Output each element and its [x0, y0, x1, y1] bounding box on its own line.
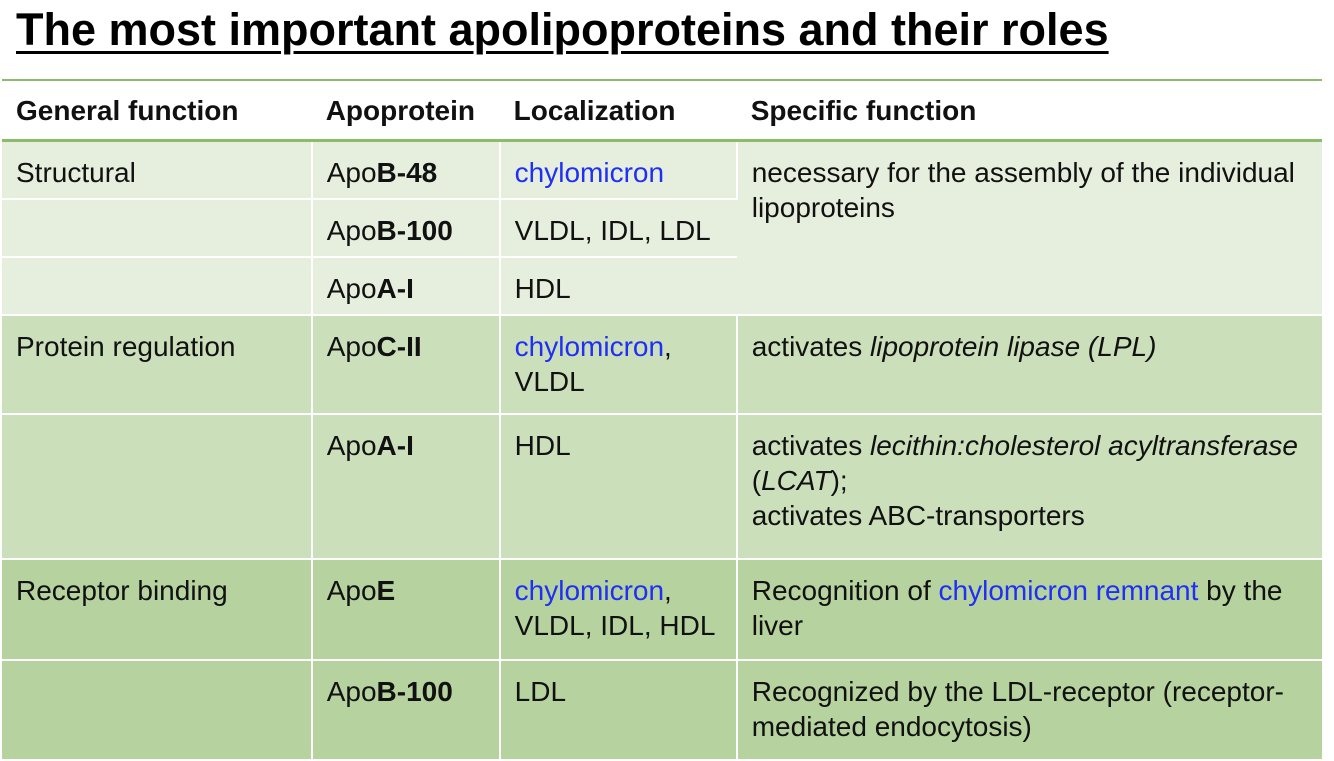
general-function-cell: [2, 559, 312, 660]
specific-function-cell: [737, 660, 1322, 759]
apoprotein-cell: [312, 141, 500, 199]
localization-cell: [500, 414, 737, 559]
localization-cell: [500, 257, 737, 315]
general-function-cell: [2, 257, 312, 315]
localization-text: VLDL, IDL, LDL: [514, 214, 711, 246]
specific-function-text: Recognized by the LDL-receptor (receptor-mediated endocytosis): [751, 675, 1284, 742]
header-apoprotein: Apoprotein: [312, 80, 500, 141]
localization-separator: ,: [664, 330, 672, 362]
general-function-cell: [2, 414, 312, 559]
localization-text: VLDL, IDL, HDL: [514, 609, 716, 641]
localization-text: HDL: [514, 272, 571, 304]
general-function-cell: [2, 315, 312, 414]
table-row: [2, 559, 1322, 660]
header-localization: Localization: [500, 80, 737, 141]
apoprotein-name: A-I: [376, 429, 414, 461]
specific-function-text: by the liver: [751, 574, 1283, 641]
apoprotein-name: B-48: [376, 157, 438, 188]
enzyme-name: lipoprotein lipase (LPL): [870, 330, 1157, 362]
localization-cell: [500, 315, 737, 414]
specific-function-text: Recognition of: [751, 574, 939, 606]
specific-function-text: activates: [751, 330, 871, 362]
table-row: [2, 660, 1322, 759]
localization-text: LDL: [514, 675, 567, 707]
localization-highlight: chylomicron: [514, 330, 665, 362]
page-title: The most important apolipoproteins and their roles: [16, 4, 1109, 55]
apoprotein-cell: [312, 257, 500, 315]
header-general-function: General function: [2, 80, 312, 141]
general-function-label: Receptor binding: [16, 574, 228, 606]
specific-function-cell: [737, 559, 1322, 660]
apoprotein-name: B-100: [376, 675, 453, 707]
localization-text: HDL: [514, 429, 571, 461]
localization-highlight: chylomicron: [514, 574, 665, 606]
general-function-label: Protein regulation: [16, 330, 236, 362]
apo-prefix: Apo: [326, 214, 377, 246]
localization-separator: ,: [664, 574, 672, 606]
specific-function-cell: [737, 315, 1322, 414]
localization-cell: [500, 141, 737, 199]
apoprotein-name: C-II: [376, 330, 422, 362]
table-row: [2, 414, 1322, 559]
apo-prefix: Apo: [326, 675, 377, 707]
general-function-cell: [2, 141, 312, 199]
localization-cell: [500, 199, 737, 257]
specific-function-text: activates: [751, 429, 871, 461]
enzyme-abbreviation: LCAT: [761, 464, 831, 496]
localization-cell: [500, 660, 737, 759]
apo-prefix: Apo: [326, 429, 377, 461]
table-row: [2, 315, 1322, 414]
apolipoprotein-table: [2, 79, 1322, 759]
apo-prefix: Apo: [326, 272, 377, 304]
specific-function-text: activates ABC-transporters: [751, 499, 1085, 531]
table-row: [2, 141, 1322, 199]
apoprotein-cell: [312, 315, 500, 414]
specific-function-cell: [737, 414, 1322, 559]
general-function-cell: [2, 199, 312, 257]
localization-text: VLDL: [514, 365, 585, 397]
apoprotein-cell: [312, 199, 500, 257]
apoprotein-cell: [312, 559, 500, 660]
specific-function-cell: [737, 141, 1322, 315]
apo-prefix: Apo: [326, 157, 377, 188]
apoprotein-name: B-100: [376, 214, 453, 246]
table-header-row: [2, 80, 1322, 141]
localization-highlight: chylomicron: [514, 157, 665, 188]
apo-prefix: Apo: [326, 330, 377, 362]
localization-cell: [500, 559, 737, 660]
specific-function-text: );: [830, 464, 848, 496]
apoprotein-name: E: [376, 574, 396, 606]
general-function-label: Structural: [16, 157, 136, 188]
enzyme-name: lecithin:cholesterol acyltransferase: [870, 429, 1298, 461]
general-function-cell: [2, 660, 312, 759]
apoprotein-cell: [312, 414, 500, 559]
apoprotein-name: A-I: [376, 272, 414, 304]
specific-function-highlight: chylomicron remnant: [938, 574, 1199, 606]
header-specific-function: Specific function: [737, 80, 1322, 141]
specific-function-text: (: [751, 464, 762, 496]
apoprotein-cell: [312, 660, 500, 759]
specific-function-text: necessary for the assembly of the individual lipoproteins: [751, 157, 1295, 223]
apo-prefix: Apo: [326, 574, 377, 606]
